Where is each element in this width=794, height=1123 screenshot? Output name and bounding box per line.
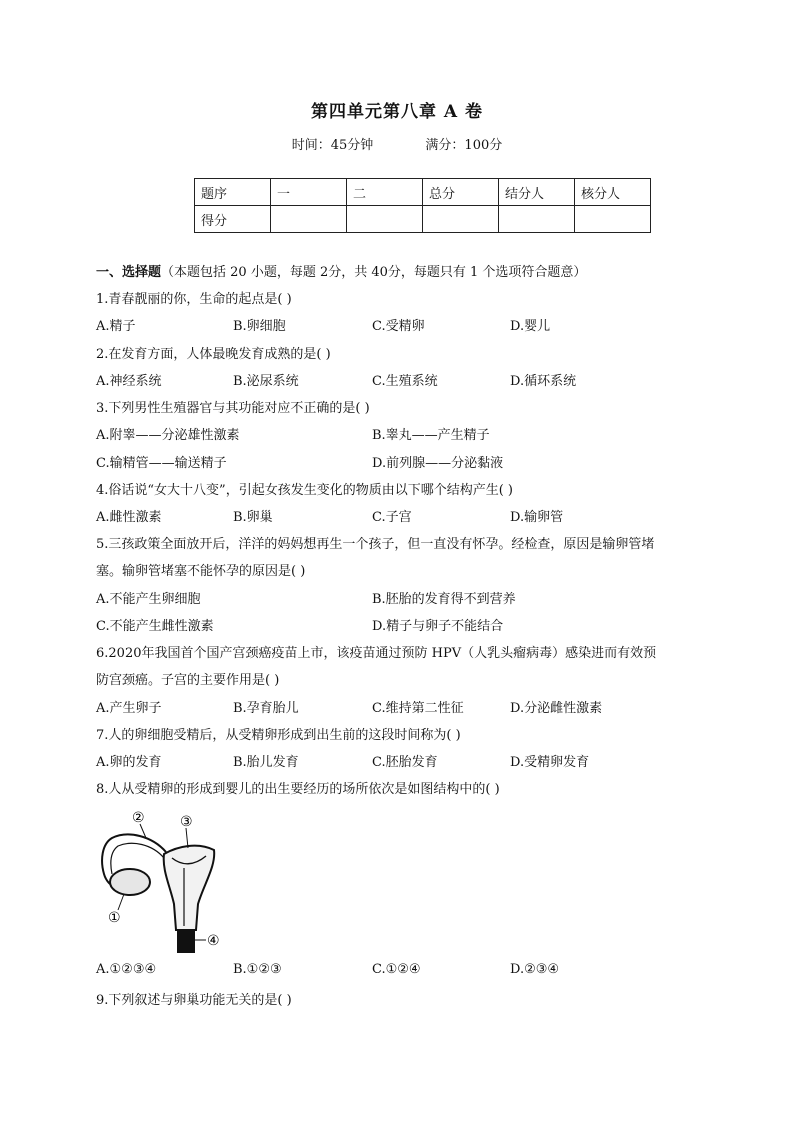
question-stem-continued: 防宫颈癌。子宫的主要作用是( ): [96, 673, 280, 688]
section-note: （本题包括 20 小题，每题 2分，共 40分，每题只有 1 个选项符合题意）: [161, 265, 587, 280]
section-heading: [96, 261, 586, 280]
diagram-label-3: ③: [180, 814, 193, 830]
option-a[interactable]: A.雌性激素: [96, 510, 162, 525]
question-stem: 3.下列男性生殖器官与其功能对应不正确的是( ): [96, 401, 370, 416]
option-d[interactable]: D.循环系统: [510, 374, 577, 389]
score-cell[interactable]: [499, 206, 575, 233]
option-a[interactable]: A.产生卵子: [96, 701, 162, 716]
option-a[interactable]: A.精子: [96, 319, 136, 334]
score-header-cell: 总分: [423, 179, 499, 206]
option-d[interactable]: D.精子与卵子不能结合: [372, 619, 504, 634]
option-b[interactable]: B.睾丸——产生精子: [372, 428, 490, 443]
option-c[interactable]: C.受精卵: [372, 319, 425, 334]
score-cell[interactable]: [271, 206, 347, 233]
score-header-cell: 一: [271, 179, 347, 206]
question-stem: 6.2020年我国首个国产宫颈癌疫苗上市，该疫苗通过预防 HPV（人乳头瘤病毒）感染进而有效预: [96, 646, 657, 661]
option-a[interactable]: A.卵的发育: [96, 755, 162, 770]
option-d[interactable]: D.婴儿: [510, 319, 551, 334]
diagram-label-2: ②: [132, 810, 145, 826]
option-d[interactable]: D.前列腺——分泌黏液: [372, 456, 504, 471]
uterus: [164, 846, 215, 930]
option-b[interactable]: B.卵细胞: [233, 319, 286, 334]
option-a[interactable]: A.①②③④: [96, 962, 157, 977]
option-c[interactable]: C.子宫: [372, 510, 412, 525]
exam-full-score: 满分：100分: [425, 138, 503, 153]
option-b[interactable]: B.胚胎的发育得不到营养: [372, 592, 516, 607]
diagram-label-1: ①: [108, 910, 121, 926]
question-stem: 8.人从受精卵的形成到婴儿的出生要经历的场所依次是如图结构中的( ): [96, 782, 500, 797]
option-c[interactable]: C.输精管——输送精子: [96, 456, 227, 471]
exam-info: [0, 134, 794, 153]
question-stem: 7.人的卵细胞受精后，从受精卵形成到出生前的这段时间称为( ): [96, 728, 461, 743]
uterus-diagram: [98, 808, 226, 956]
question-stem-continued: 塞。输卵管堵塞不能怀孕的原因是( ): [96, 564, 306, 579]
question-stem: 5.三孩政策全面放开后，洋洋的妈妈想再生一个孩子，但一直没有怀孕。经检查，原因是输卵管堵: [96, 537, 655, 552]
question-stem: 9.下列叙述与卵巢功能无关的是( ): [96, 993, 292, 1008]
exam-time: 时间：45分钟: [291, 138, 374, 153]
question-stem: 2.在发育方面，人体最晚发育成熟的是( ): [96, 347, 331, 362]
question-stem: 4.俗话说“女大十八变”，引起女孩发生变化的物质由以下哪个结构产生( ): [96, 483, 513, 498]
score-header-cell: 题序: [195, 179, 271, 206]
score-header-cell: 结分人: [499, 179, 575, 206]
option-c[interactable]: C.维持第二性征: [372, 701, 464, 716]
option-a[interactable]: A.神经系统: [96, 374, 162, 389]
score-header-cell: 二: [347, 179, 423, 206]
option-b[interactable]: B.孕育胎儿: [233, 701, 299, 716]
option-b[interactable]: B.泌尿系统: [233, 374, 299, 389]
score-cell[interactable]: [347, 206, 423, 233]
page-title: 第四单元第八章 A 卷: [310, 102, 484, 122]
option-d[interactable]: D.②③④: [510, 962, 560, 977]
option-b[interactable]: B.卵巢: [233, 510, 273, 525]
ovary: [110, 869, 150, 895]
option-b[interactable]: B.①②③: [233, 962, 282, 977]
option-c[interactable]: C.①②④: [372, 962, 421, 977]
option-c[interactable]: C.胚胎发育: [372, 755, 438, 770]
score-cell[interactable]: [575, 206, 651, 233]
option-d[interactable]: D.分泌雌性激素: [510, 701, 603, 716]
score-table: [194, 178, 651, 233]
diagram-label-4: ④: [207, 933, 220, 949]
option-a[interactable]: A.附睾——分泌雄性激素: [96, 428, 240, 443]
option-a[interactable]: A.不能产生卵细胞: [96, 592, 201, 607]
option-c[interactable]: C.不能产生雌性激素: [96, 619, 214, 634]
option-d[interactable]: D.受精卵发育: [510, 755, 590, 770]
score-header-cell: 核分人: [575, 179, 651, 206]
question-stem: 1.青春靓丽的你，生命的起点是( ): [96, 292, 292, 307]
score-row-label: 得分: [195, 206, 271, 233]
option-d[interactable]: D.输卵管: [510, 510, 564, 525]
option-b[interactable]: B.胎儿发育: [233, 755, 299, 770]
option-c[interactable]: C.生殖系统: [372, 374, 438, 389]
vagina: [178, 930, 194, 952]
section-title: 一、选择题: [96, 265, 162, 280]
score-cell[interactable]: [423, 206, 499, 233]
score-table-row: [195, 206, 651, 233]
score-table-header-row: [195, 179, 651, 206]
